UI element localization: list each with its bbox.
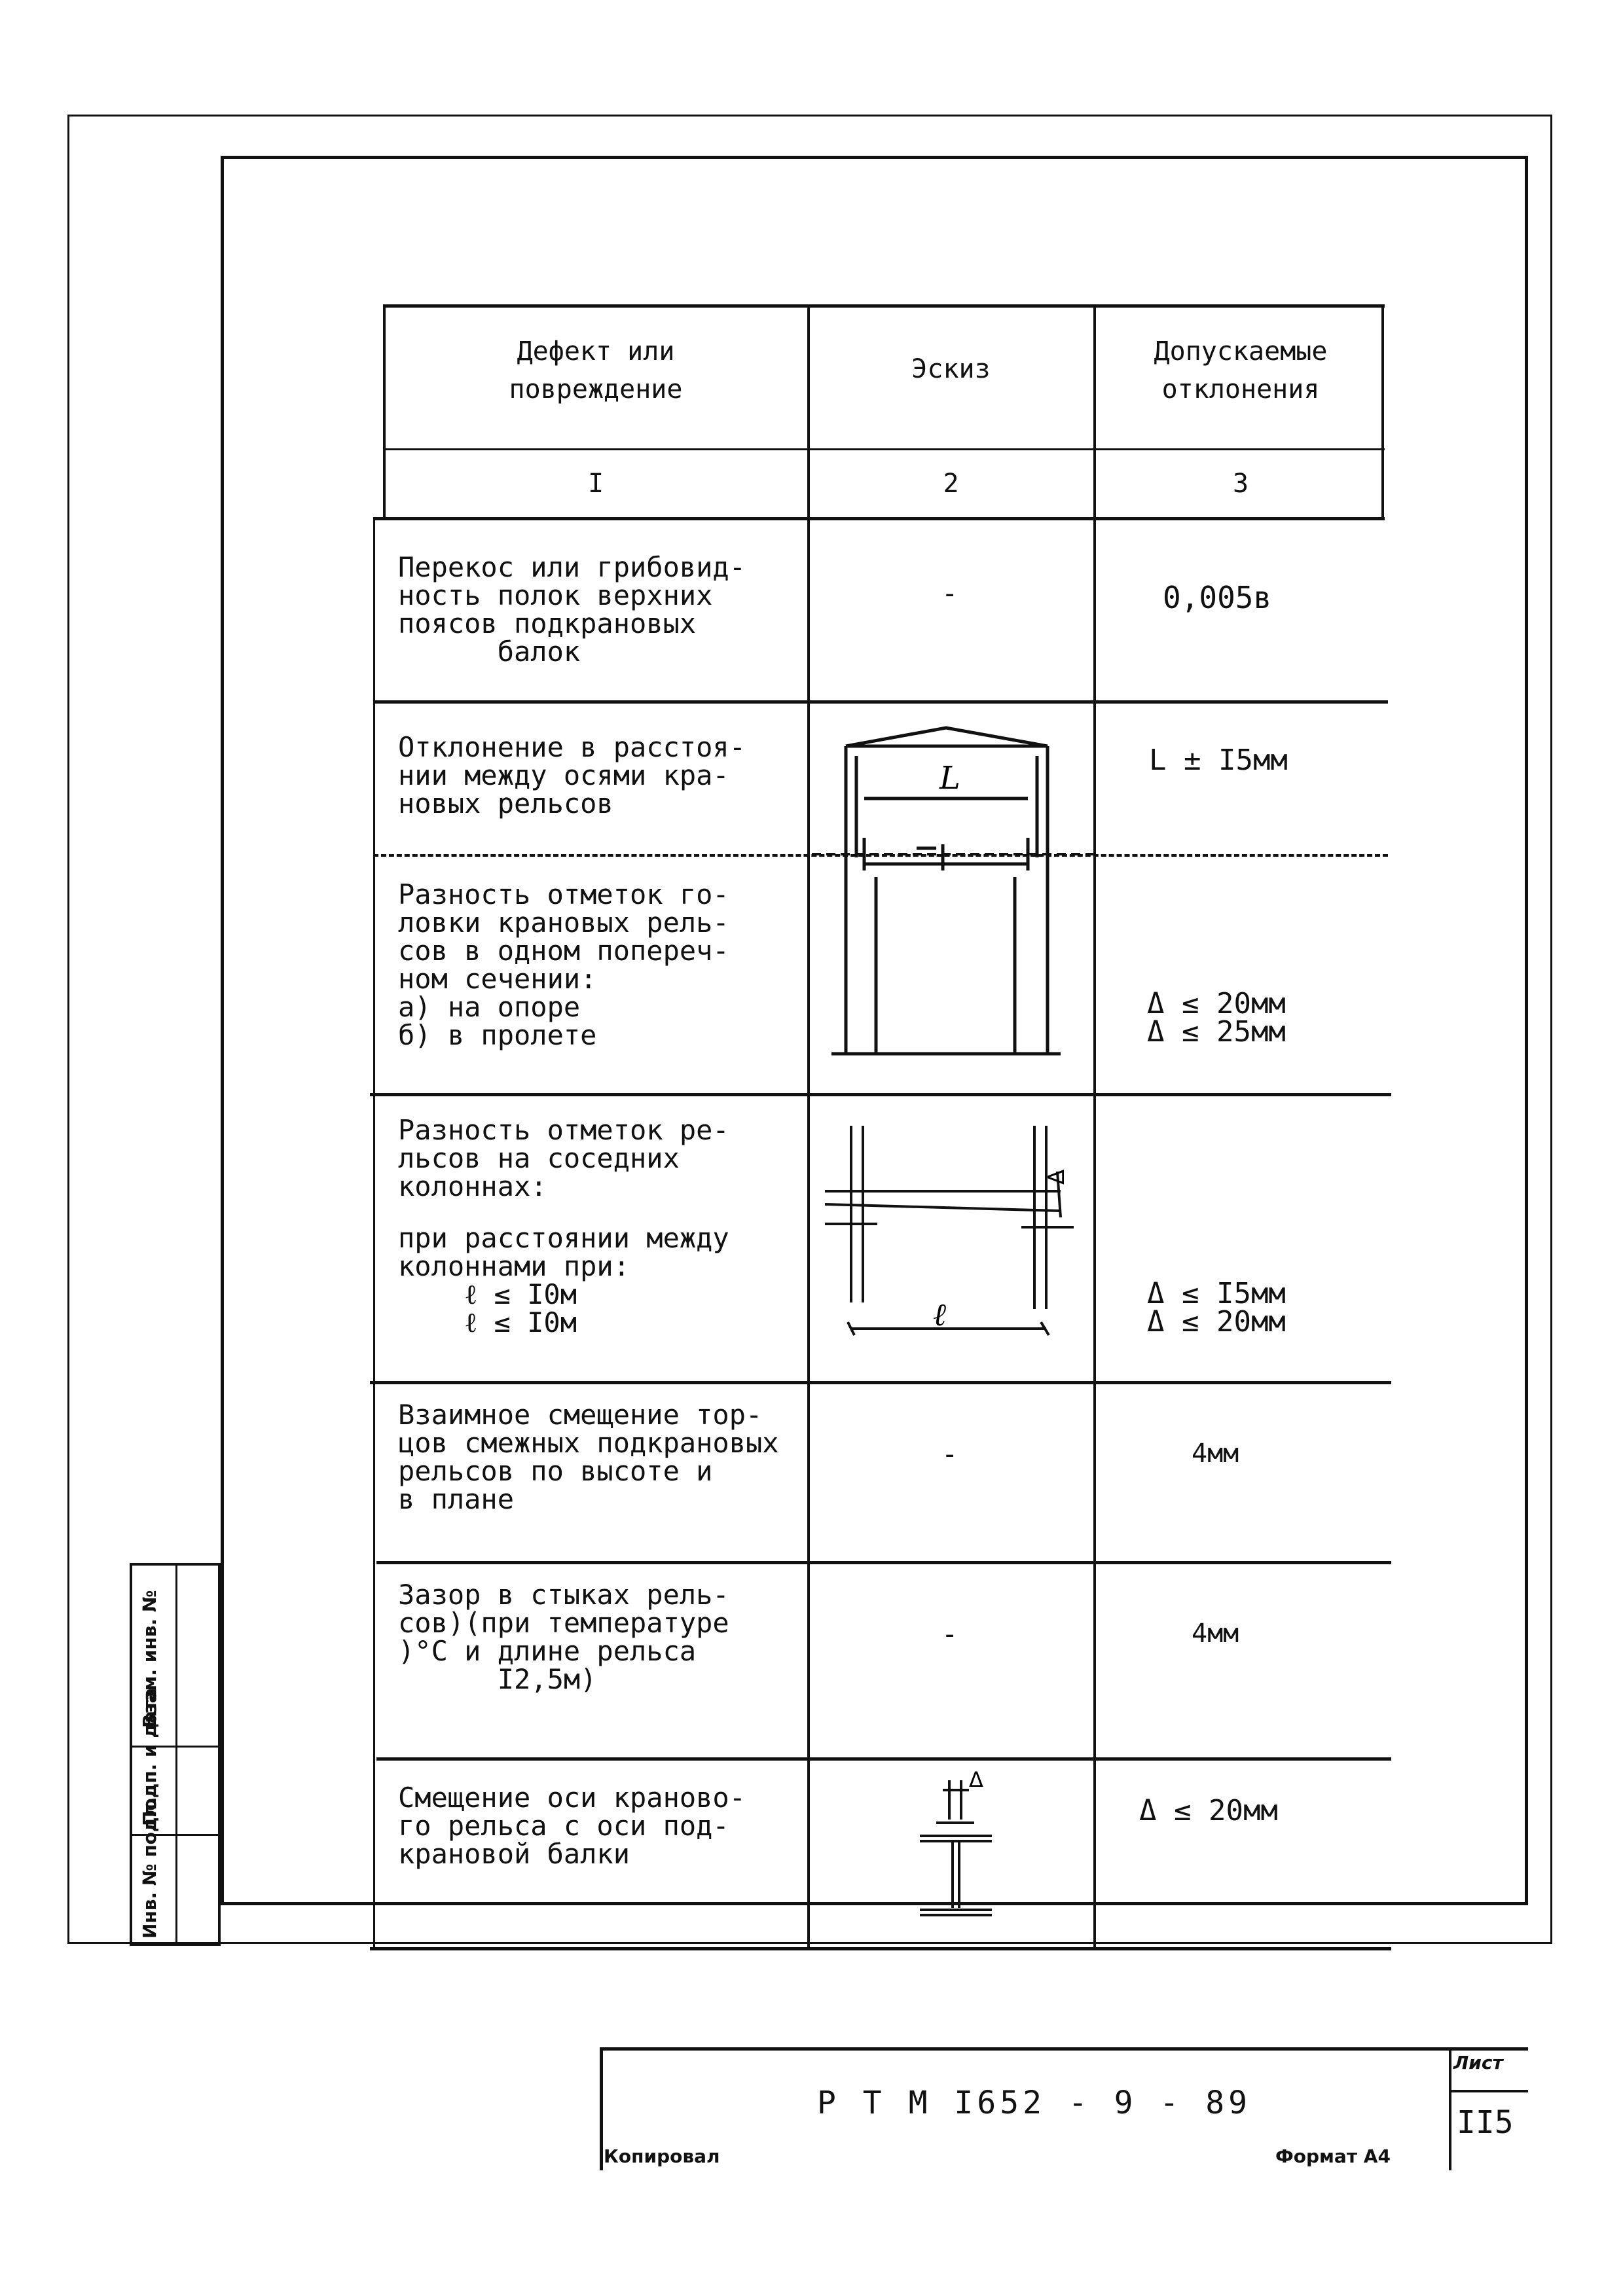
- table-column-divider: [1093, 304, 1096, 1950]
- row-7-defect: Смещение оси краново- го рельса с оси под- крановой балки: [398, 1782, 746, 1870]
- row-2-defect: Отклонение в расстоя- нии между осями кра- новых рельсов: [398, 731, 746, 819]
- footer-copied: Копировал: [604, 2145, 720, 2167]
- table-border-bottom: [370, 1947, 1391, 1950]
- row-4-defect: Разность отметок ре- льсов на соседних колоннах:: [398, 1114, 729, 1202]
- row-5-sketch: -: [941, 1438, 958, 1470]
- sketch-label-delta-2: Δ: [969, 1767, 983, 1792]
- sketch-label-delta: Δ: [1044, 1169, 1070, 1185]
- row-1-sketch: -: [941, 577, 958, 609]
- row-4-tolerance: Δ ≤ I5мм Δ ≤ 20мм: [1147, 1277, 1286, 1338]
- row-3-tolerance: Δ ≤ 20мм Δ ≤ 25мм: [1147, 987, 1286, 1049]
- sheet-label: Лист: [1453, 2052, 1503, 2073]
- row-divider: [370, 1093, 1391, 1096]
- document-code: Р Т М I652 - 9 - 89: [817, 2085, 1252, 2121]
- row-5-defect: Взаимное смещение тор- цов смежных подкрановых рельсов по высоте и в плане: [398, 1399, 779, 1515]
- sketch-adjacent-columns: [812, 1113, 1093, 1361]
- row-1-tolerance: 0,005в: [1163, 580, 1272, 615]
- row-divider: [376, 1757, 1391, 1761]
- row-divider: [376, 1561, 1391, 1564]
- row-1-defect: Перекос или грибовид- ность полок верхних поясов подкрановых балок: [398, 551, 746, 668]
- side-label-replace-inv: Взам. инв. №: [139, 1590, 160, 1728]
- row-2-tolerance: L ± I5мм: [1149, 744, 1288, 777]
- side-label-inv-orig: Инв. № подл.: [139, 1797, 160, 1939]
- table-numbers-divider: [373, 517, 1385, 520]
- row-5-tolerance: 4мм: [1192, 1439, 1239, 1469]
- row-3-defect: Разность отметок го- ловки крановых рель- сов в одном попереч- ном сечении: а) на опоре б) в пролете: [398, 878, 729, 1051]
- row-6-defect: Зазор в стыках рель- сов)(при температуре )°С и длине рельса I2,5м): [398, 1579, 729, 1695]
- sketch-crane-span: [812, 720, 1093, 1060]
- table-column-divider: [807, 304, 810, 1950]
- sketch-label-L: L: [939, 760, 960, 797]
- table-border-top: [383, 304, 1385, 308]
- row-4-defect-sub: при расстоянии между колоннами при: ℓ ≤ I0м ℓ ≤ I0м: [398, 1222, 729, 1338]
- side-label-sign-date: Подп. и дата: [139, 1687, 160, 1826]
- table-border-left: [373, 517, 375, 1947]
- table-border-left: [383, 304, 386, 517]
- column-number-1: I: [587, 469, 604, 499]
- row-divider: [370, 1381, 1391, 1384]
- sheet-number: II5: [1457, 2104, 1514, 2141]
- row-divider: [373, 700, 1388, 704]
- footer-format: Формат А4: [1275, 2145, 1391, 2167]
- row-6-sketch: -: [941, 1618, 958, 1650]
- row-6-tolerance: 4мм: [1192, 1619, 1239, 1649]
- row-7-tolerance: Δ ≤ 20мм: [1139, 1794, 1278, 1827]
- header-defect: Дефект или повреждение: [509, 336, 683, 404]
- sketch-rail-offset: [903, 1761, 1021, 1928]
- table-border-right: [1381, 304, 1384, 517]
- column-number-3: 3: [1232, 469, 1249, 499]
- column-number-2: 2: [943, 469, 959, 499]
- sheet-box-divider: [1451, 2090, 1528, 2092]
- header-sketch: Эскиз: [911, 354, 991, 384]
- header-tolerance: Допускаемые отклонения: [1154, 336, 1328, 404]
- sketch-label-l: ℓ: [933, 1297, 946, 1333]
- table-header-divider: [383, 448, 1385, 450]
